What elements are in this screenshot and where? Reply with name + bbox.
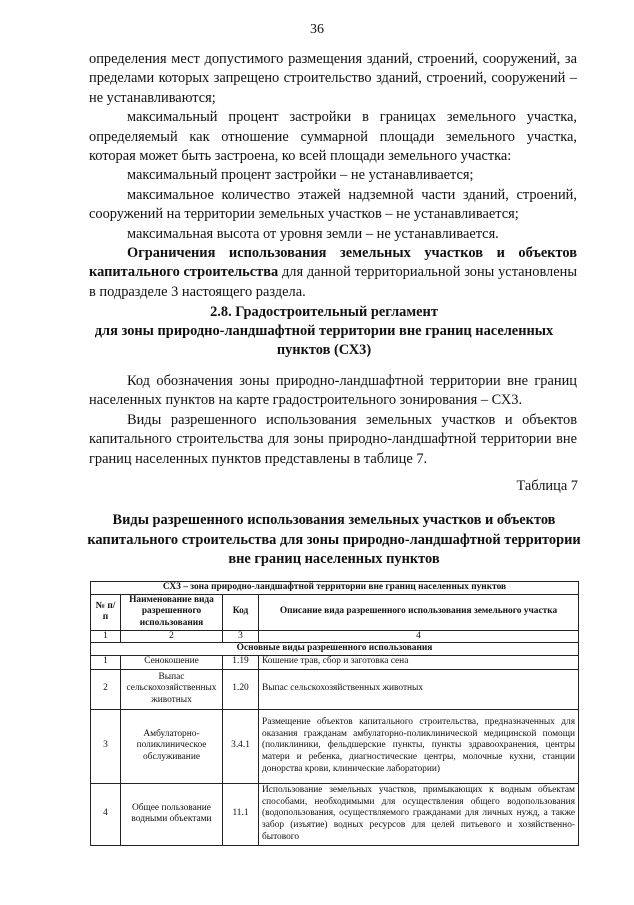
section-intro (89, 372, 577, 469)
page-number: 36 (310, 22, 324, 37)
restriction-text: для данной территориальной зоны установлены в подразделе 3 настоящего раздела. (89, 264, 577, 300)
use-name: Общее пользование водными объектами (121, 783, 223, 845)
row-number: 1 (91, 655, 121, 669)
table-row (91, 783, 579, 845)
use-code: 11.1 (223, 783, 259, 845)
paragraph: максимальный процент застройки в границах земельного участка, определяемый как отношение суммарной площади земельного участка, которая может быть застроена, ко всей площади земельного участка: (89, 109, 577, 165)
use-description: Размещение объектов капитального строительства, предназначенных для оказания гражданам амбулаторно-поликлинической медицинской помощи (поликлиники, фельдшерские пункты, пункты здравоохранения, центры матери и ребенка, диагностические центры, молочные кухни, станции донорства крови, клинические лаборатории) (259, 709, 579, 783)
regulation-parameters (89, 50, 577, 302)
paragraph: максимальное количество этажей надземной части зданий, строений, сооружений на территории земельных участков – не устанавливается; (89, 186, 577, 223)
paragraph: максимальный процент застройки – не устанавливается; (127, 167, 474, 184)
use-name: Выпас сельскохозяйственных животных (121, 669, 223, 709)
use-code: 1.20 (223, 669, 259, 709)
use-name: Сенокошение (121, 655, 223, 669)
use-code: 1.19 (223, 655, 259, 669)
section-heading (70, 303, 578, 360)
column-number: 1 (91, 630, 121, 643)
table-row (91, 669, 579, 709)
use-description: Кошение трав, сбор и заготовка сена (259, 655, 579, 669)
table-section-header: Основные виды разрешенного использования (91, 643, 579, 656)
use-description: Использование земельных участков, примыкающих к водным объектам способами, необходимыми для осуществления общего водопользования (водопользования, осуществляемого гражданами для личных нужд, а также забор (изъятие) водных ресурсов для целей питьевого и хозяйственно-бытового (259, 783, 579, 845)
column-header: Описание вида разрешенного использования земельного участка (259, 594, 579, 630)
paragraph: определения мест допустимого размещения зданий, строений, сооружений, за пределами которых запрещено строительство зданий, строений, сооружений – не устанавливаются; (89, 51, 577, 106)
row-number: 2 (91, 669, 121, 709)
table-row (91, 709, 579, 783)
use-code: 3.4.1 (223, 709, 259, 783)
restriction-paragraph (89, 244, 577, 302)
column-header: Наименование вида разрешенного использования (121, 594, 223, 630)
paragraph: максимальная высота от уровня земли – не устанавливается. (127, 225, 499, 242)
column-number: 4 (259, 630, 579, 643)
paragraph: Код обозначения зоны природно-ландшафтной территории вне границ населенных пунктов на карте градостроительного зонирования – СХ3. (89, 373, 577, 409)
column-header: № п/п (91, 594, 121, 630)
table-row (91, 655, 579, 669)
column-number: 2 (121, 630, 223, 643)
regulation-table (90, 581, 579, 846)
column-header: Код (223, 594, 259, 630)
paragraph: Виды разрешенного использования земельных участков и объектов капитального строительства для зоны природно-ландшафтной территории вне границ населенных пунктов представлены в таблице 7. (89, 411, 577, 467)
table-label: Таблица 7 (516, 478, 578, 494)
row-number: 3 (91, 709, 121, 783)
table-title: Виды разрешенного использования земельных участков и объектов капитального строительства для зоны природно-ландшафтной территории вне границ населенных пунктов (87, 512, 581, 567)
use-description: Выпас сельскохозяйственных животных (259, 669, 579, 709)
section-heading-line: 2.8. Градостроительный регламент (210, 304, 438, 320)
use-name: Амбулаторно-поликлиническое обслуживание (121, 709, 223, 783)
column-number: 3 (223, 630, 259, 643)
table-zone-header: СХ3 – зона природно-ландшафтной территории вне границ населенных пунктов (91, 582, 579, 595)
row-number: 4 (91, 783, 121, 845)
section-heading-line: для зоны природно-ландшафтной территории вне границ населенных пунктов (СХ3) (94, 323, 554, 358)
restriction-bold-text: Ограничения использования земельных участков и объектов капитального строительства (89, 245, 577, 281)
